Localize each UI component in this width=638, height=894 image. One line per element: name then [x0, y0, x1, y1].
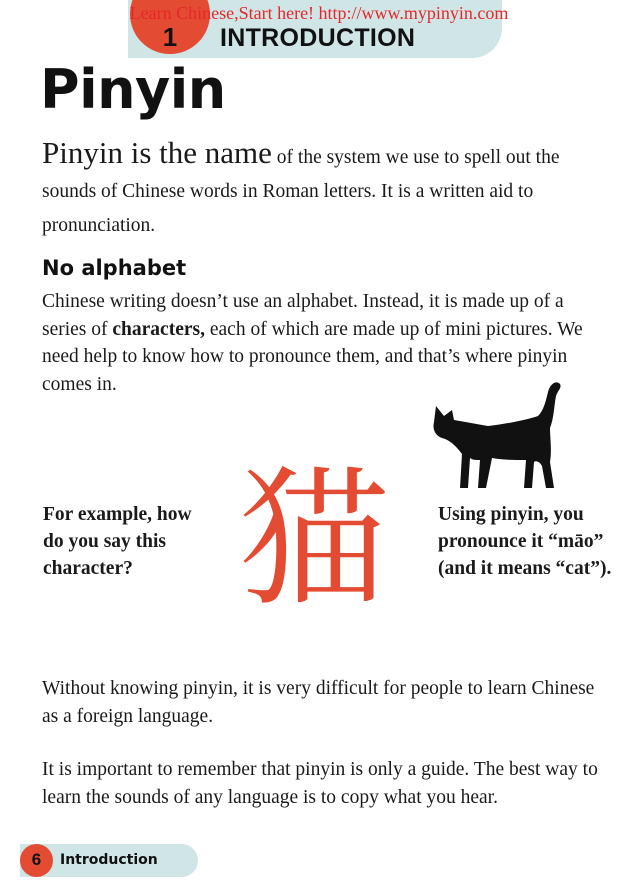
characters-bold: characters,: [112, 318, 205, 340]
intro-paragraph: [42, 136, 602, 243]
chapter-number: 1: [162, 22, 178, 52]
section-heading: No alphabet: [42, 256, 187, 280]
cat-silhouette-icon: [426, 376, 566, 496]
pinyin-importance-paragraph: Without knowing pinyin, it is very difficult for people to learn Chinese as a foreign language.: [42, 678, 595, 727]
alphabet-text-2: each of which are made up of mini pictures. We need help to know how to pronounce them, and that’s where pinyin comes in.: [42, 318, 583, 395]
intro-rest: of the system we use to spell out the sounds of Chinese words in Roman letters. It is a written aid to pronunciation.: [42, 147, 560, 236]
alphabet-text-1: Chinese writing doesn’t use an alphabet. Instead, it is made up of a series of: [42, 291, 564, 340]
example-question: For example, how do you say this character?: [43, 504, 192, 579]
page-number: 6: [31, 850, 42, 869]
example-answer: Using pinyin, you pronounce it “māo” (and it means “cat”).: [438, 504, 612, 579]
page-title: Pinyin: [40, 58, 226, 121]
pinyin-guide-paragraph: It is important to remember that pinyin is only a guide. The best way to learn the sounds of any language is to copy what you hear.: [42, 759, 598, 808]
footer-section-label: Introduction: [60, 852, 158, 868]
intro-lead: Pinyin is the name: [42, 135, 272, 170]
chinese-character-mao: 猫: [238, 453, 389, 627]
chapter-title: INTRODUCTION: [220, 24, 416, 52]
watermark-link[interactable]: Learn Chinese,Start here! http://www.mypinyin.com: [129, 3, 509, 23]
